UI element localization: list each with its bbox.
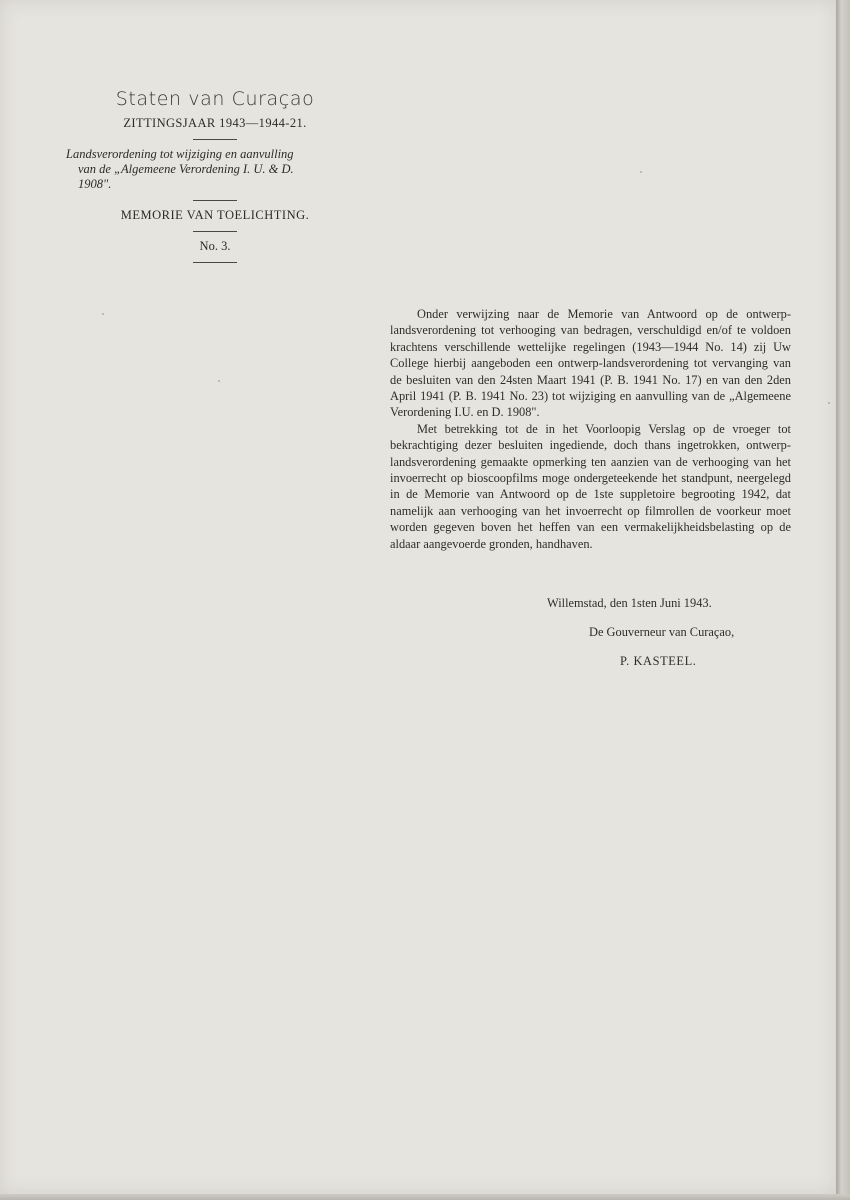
divider-rule bbox=[193, 231, 237, 232]
signatory-function: De Gouverneur van Curaçao, bbox=[589, 625, 735, 639]
page-bottom-edge bbox=[0, 1194, 850, 1200]
document-title: Staten van Curaçao bbox=[115, 88, 315, 110]
divider-rule bbox=[193, 262, 237, 263]
memorandum-body bbox=[390, 306, 791, 552]
divider-rule bbox=[193, 139, 237, 140]
signatory-name: P. KASTEEL. bbox=[620, 654, 697, 668]
document-subject bbox=[60, 147, 370, 192]
paper-speck bbox=[640, 171, 642, 173]
paper-speck bbox=[218, 380, 220, 382]
place-and-date: Willemstad, den 1sten Juni 1943. bbox=[547, 596, 712, 610]
subject-line-1: Landsverordening tot wijziging en aanvulling bbox=[66, 147, 294, 161]
subject-line-2: van de „Algemeene Verordening I. U. & D. bbox=[78, 162, 294, 176]
subject-line-3: 1908". bbox=[78, 177, 112, 191]
paper-speck bbox=[828, 402, 830, 404]
body-paragraph-2: Met betrekking tot de in het Voorloopig Verslag op de vroeger tot bekrachtiging dezer besluiten ingediende, doch thans ingetrokken, ontwerp-landsverordening gemaakte opmerking ten aanzien van de verhooging van het invoerrecht op bioscoopfilms moge ondergeteekende het standpunt, neergelegd in de Memorie van Antwoord op de 1ste suppletoire begrooting 1942, dat namelijk aan verhooging van het invoerrecht op filmrollen de voorkeur moet worden gegeven boven het heffen van een vermakelijkheidsbelasting op de aldaar aangevoerde gronden, handhaven. bbox=[390, 421, 791, 551]
document-number: No. 3. bbox=[199, 239, 231, 253]
body-paragraph-1: Onder verwijzing naar de Memorie van Antwoord op de ontwerp-landsverordening tot verhooging van bedragen, verschuldigd en/of te voldoen krachtens verschillende wettelijke regelingen (1943—1944 No. 14) zij Uw College hierbij aangeboden een ontwerp-landsverordening tot vervanging van de besluiten van den 24sten Maart 1941 (P. B. 1941 No. 17) en van den 2den April 1941 (P. B. 1941 No. 23) tot wijziging en aanvulling van de „Algemeene Verordening I.U. en D. 1908". bbox=[390, 307, 791, 420]
document-type: MEMORIE VAN TOELICHTING. bbox=[120, 208, 310, 222]
session-year: ZITTINGSJAAR 1943—1944-21. bbox=[123, 116, 307, 130]
paper-speck bbox=[102, 313, 104, 315]
divider-rule bbox=[193, 200, 237, 201]
document-header bbox=[60, 88, 370, 270]
page-edge bbox=[836, 0, 850, 1200]
